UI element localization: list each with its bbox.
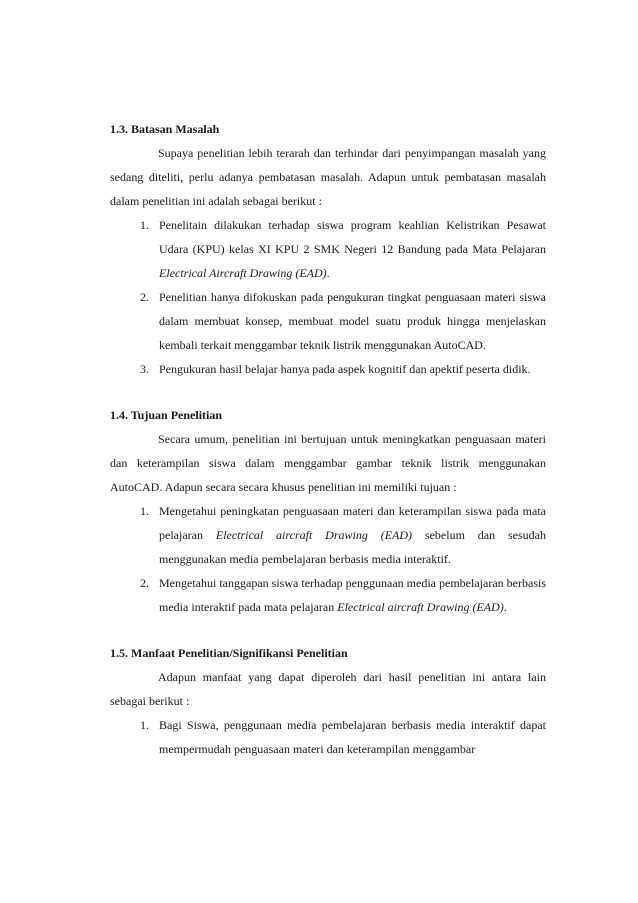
numbered-list (110, 499, 546, 619)
section-batasan-masalah (110, 117, 546, 381)
section-intro-paragraph: Adapun manfaat yang dapat diperoleh dari hasil penelitian ini antara lain sebagai berikut : (110, 670, 546, 708)
section-heading: 1.4. Tujuan Penelitian (110, 408, 223, 422)
section-manfaat-penelitian (110, 641, 546, 761)
list-number: 1. (140, 718, 149, 732)
section-intro-paragraph: Supaya penelitian lebih terarah dan terhindar dari penyimpangan masalah yang sedang diteliti, perlu adanya pembatasan masalah. Adapun untuk pembatasan masalah dalam penelitian ini adalah sebagai berikut : (110, 146, 546, 208)
section-tujuan-penelitian (110, 403, 546, 619)
section-spacer (110, 381, 546, 403)
list-text: Mengetahui peningkatan penguasaan materi dan keterampilan siswa pada mata pelajaran (159, 504, 546, 542)
section-spacer (110, 619, 546, 641)
list-text-italic: Electrical Aircraft Drawing (EAD) (159, 266, 327, 280)
list-text: Penelitain dilakukan terhadap siswa program keahlian Kelistrikan Pesawat Udara (KPU) kelas XI KPU 2 SMK Negeri 12 Bandung pada Mata Pelajaran (159, 218, 546, 256)
list-number: 3. (140, 362, 149, 376)
list-number: 1. (140, 504, 149, 518)
list-number: 1. (140, 218, 149, 232)
list-text-italic: Electrical aircraft Drawing (EAD) (337, 600, 504, 614)
list-item (110, 285, 546, 357)
list-item (110, 499, 546, 571)
list-item (110, 357, 546, 381)
list-text-tail: . (503, 600, 507, 614)
section-intro-paragraph: Secara umum, penelitian ini bertujuan untuk meningkatkan penguasaan materi dan keterampilan siswa dalam menggambar gambar teknik listrik menggunakan AutoCAD. Adapun secara secara khusus penelitian ini memiliki tujuan : (110, 432, 546, 494)
list-text: Pengukuran hasil belajar hanya pada aspek kognitif dan apektif peserta didik. (159, 362, 531, 376)
list-text: Bagi Siswa, penggunaan media pembelajaran berbasis media interaktif dapat mempermudah penguasaan materi dan keterampilan menggambar (159, 718, 546, 756)
list-number: 2. (140, 576, 149, 590)
numbered-list (110, 713, 546, 761)
list-item (110, 571, 546, 619)
list-text: Penelitian hanya difokuskan pada pengukuran tingkat penguasaan materi siswa dalam membuat konsep, membuat model suatu produk hingga menjelaskan kembali terkait menggambar teknik listrik menggunakan AutoCAD. (159, 290, 546, 352)
list-number: 2. (140, 290, 149, 304)
list-item (110, 213, 546, 285)
list-item (110, 713, 546, 761)
list-text-tail: . (326, 266, 330, 280)
list-text: Mengetahui tanggapan siswa terhadap penggunaan media pembelajaran berbasis media interaktif pada mata pelajaran (159, 576, 546, 614)
section-heading: 1.3. Batasan Masalah (110, 122, 220, 136)
list-text-italic: Electrical aircraft Drawing (EAD) (215, 528, 413, 542)
list-text-tail: sebelum dan sesudah menggunakan media pembelajaran berbasis media interaktif. (159, 528, 547, 566)
numbered-list (110, 213, 546, 381)
section-heading: 1.5. Manfaat Penelitian/Signifikansi Penelitian (110, 646, 348, 660)
